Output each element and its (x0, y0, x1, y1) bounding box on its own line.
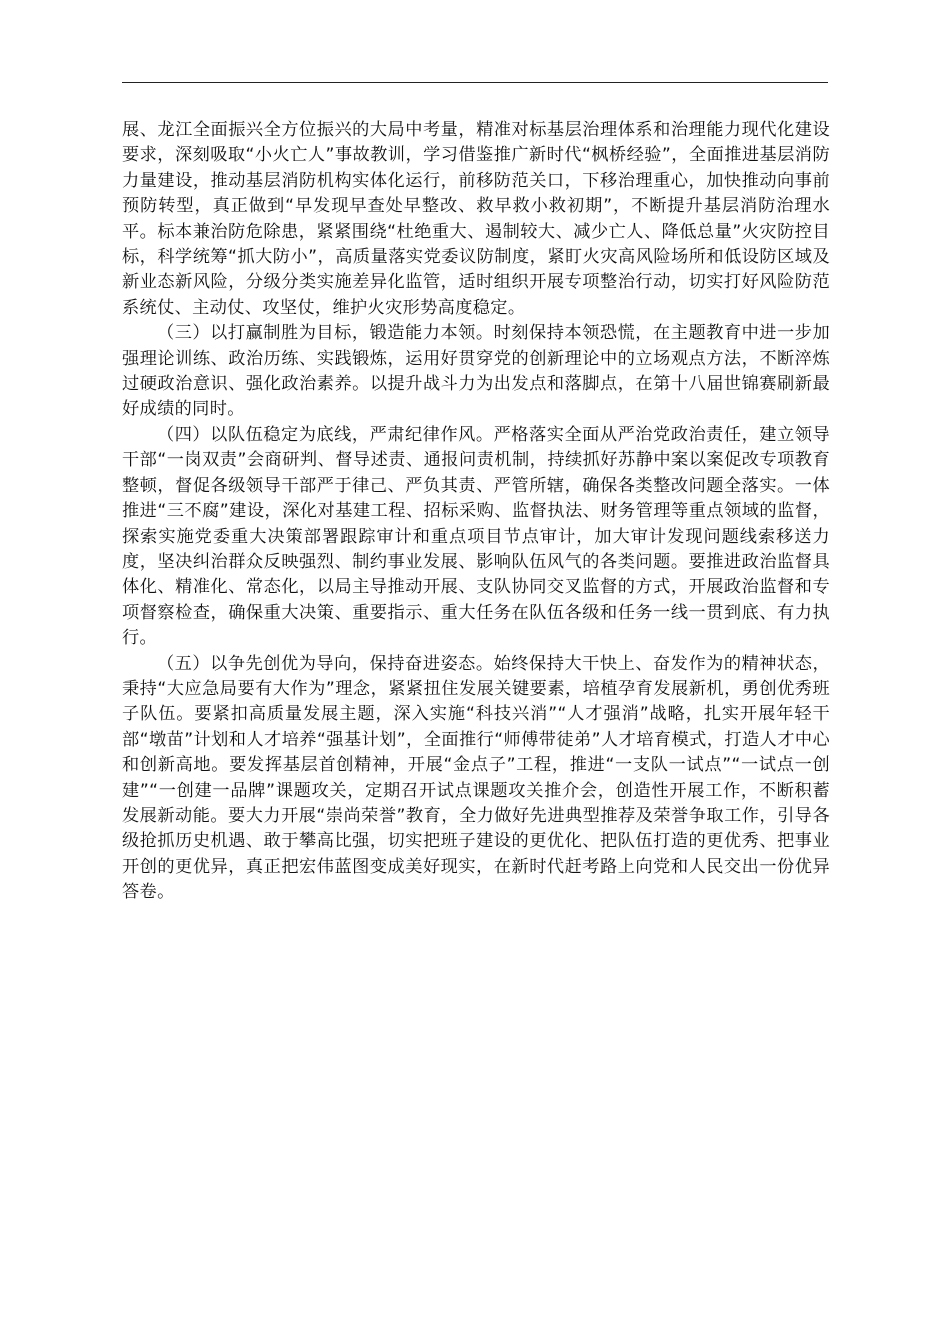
header-rule (122, 82, 828, 83)
document-body (122, 118, 830, 906)
paragraph-section-4: （四）以队伍稳定为底线，严肃纪律作风。严格落实全面从严治党政治责任，建立领导干部“一岗双责”会商研判、督导述责、通报问责机制，持续抓好苏静中案以案促改专项教育整顿，督促各级领导干部严于律己、严负其责、严管所辖，确保各类整改问题全落实。一体推进“三不腐”建设，深化对基建工程、招标采购、监督执法、财务管理等重点领域的监督，探索实施党委重大决策部署跟踪审计和重点项目节点审计，加大审计发现问题线索移送力度，坚决纠治群众反映强烈、制约事业发展、影响队伍风气的各类问题。要推进政治监督具体化、精准化、常态化，以局主导推动开展、支队协同交叉监督的方式，开展政治监督和专项督察检查，确保重大决策、重要指示、重大任务在队伍各级和任务一线一贯到底、有力执行。 (122, 424, 830, 649)
paragraph-section-5: （五）以争先创优为导向，保持奋进姿态。始终保持大干快上、奋发作为的精神状态，秉持“大应急局要有大作为”理念，紧紧扭住发展关键要素，培植孕育发展新机，勇创优秀班子队伍。要紧扣高质量发展主题，深入实施“科技兴消”“人才强消”战略，扎实开展年轻干部“墩苗”计划和人才培养“强基计划”，全面推行“师傅带徒弟”人才培育模式，打造人才中心和创新高地。要发挥基层首创精神，开展“金点子”工程，推进“一支队一试点”“一试点一创建”“一创建一品牌”课题攻关，定期召开试点课题攻关推介会，创造性开展工作，不断积蓄发展新动能。要大力开展“崇尚荣誉”教育，全力做好先进典型推荐及荣誉争取工作，引导各级抢抓历史机遇、敢于攀高比强，切实把班子建设的更优化、把队伍打造的更优秀、把事业开创的更优异，真正把宏伟蓝图变成美好现实，在新时代赶考路上向党和人民交出一份优异答卷。 (122, 653, 830, 903)
paragraph-section-3: （三）以打赢制胜为目标，锻造能力本领。时刻保持本领恐慌，在主题教育中进一步加强理论训练、政治历练、实践锻炼，运用好贯穿党的创新理论中的立场观点方法，不断淬炼过硬政治意识、强化政治素养。以提升战斗力为出发点和落脚点，在第十八届世锦赛刷新最好成绩的同时。 (122, 323, 830, 420)
paragraph-continuation: 展、龙江全面振兴全方位振兴的大局中考量，精准对标基层治理体系和治理能力现代化建设要求，深刻吸取“小火亡人”事故教训，学习借鉴推广新时代“枫桥经验”，全面推进基层消防力量建设，推动基层消防机构实体化运行，前移防范关口，下移治理重心，加快推动向事前预防转型，真正做到“早发现早查处早整改、救早救小救初期”，不断提升基层消防治理水平。标本兼治防危除患，紧紧围绕“杜绝重大、遏制较大、减少亡人、降低总量”火灾防控目标，科学统筹“抓大防小”，高质量落实党委议防制度，紧盯火灾高风险场所和低设防区域及新业态新风险，分级分类实施差异化监管，适时组织开展专项整治行动，切实打好风险防范系统仗、主动仗、攻坚仗，维护火灾形势高度稳定。 (122, 120, 830, 318)
